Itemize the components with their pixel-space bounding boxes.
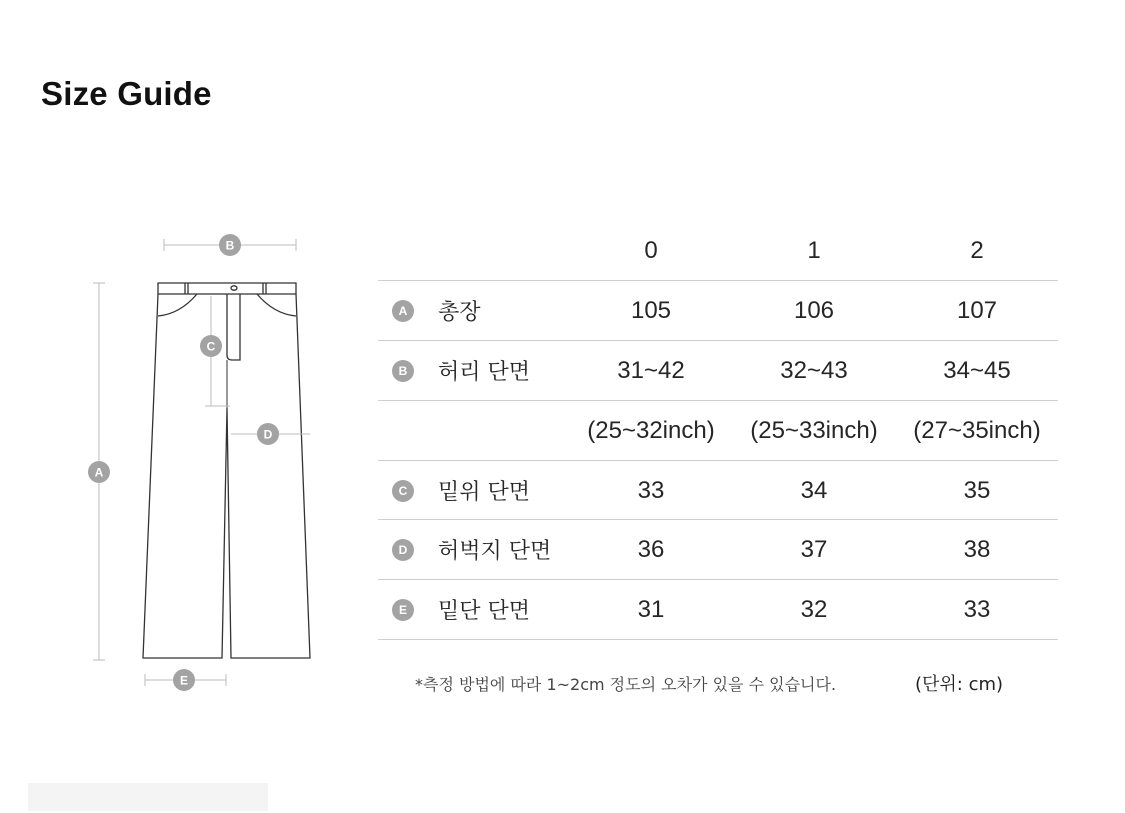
table-row (378, 519, 1058, 579)
fly (227, 294, 240, 360)
table-cell: 33 (637, 477, 665, 504)
bottom-fade (28, 783, 268, 811)
table-cell: 31 (637, 596, 665, 623)
unit-label: (단위: cm) (915, 674, 1004, 695)
table-cell: 31~42 (617, 357, 685, 384)
table-cell: (27~35inch) (913, 417, 1041, 444)
table-cell: 33 (963, 596, 991, 623)
table-cell: (25~32inch) (587, 417, 715, 444)
page-title: Size Guide (41, 75, 212, 112)
table-row (378, 400, 1058, 460)
row-label (392, 461, 530, 520)
pants-diagram (0, 0, 340, 720)
table-cell: 34~45 (943, 357, 1011, 384)
table-cell: 35 (963, 477, 991, 504)
table-row (378, 340, 1058, 400)
table-cell: (25~33inch) (750, 417, 878, 444)
size-header: 1 (807, 237, 821, 264)
row-label (392, 281, 481, 340)
marker-d-label: D (263, 427, 273, 442)
table-cell: 36 (637, 536, 665, 563)
row-label-text: 허벅지 단면 (438, 539, 552, 564)
marker-badge: A (392, 300, 414, 322)
table-cell: 105 (630, 297, 672, 324)
table-cell: 32 (800, 596, 828, 623)
marker-badge: D (392, 539, 414, 561)
measurement-note: *측정 방법에 따라 1~2cm 정도의 오차가 있을 수 있습니다. (415, 675, 837, 694)
table-cell: 32~43 (780, 357, 848, 384)
button (231, 286, 237, 290)
row-label (392, 341, 530, 400)
table-cell: 37 (800, 536, 828, 563)
table-cell: 107 (956, 297, 998, 324)
belt-loop (185, 283, 266, 294)
row-label-text: 총장 (438, 300, 481, 325)
marker-c-label: C (206, 339, 216, 354)
table-cell: 106 (793, 297, 835, 324)
table-cell: 38 (963, 536, 991, 563)
marker-b-label: B (225, 238, 235, 253)
table-row (378, 280, 1058, 340)
table-row (378, 460, 1058, 520)
marker-e-label: E (179, 673, 189, 688)
marker-a-label: A (94, 465, 104, 480)
size-header: 2 (970, 237, 984, 264)
marker-badge: C (392, 480, 414, 502)
table-cell: 34 (800, 477, 828, 504)
row-label (392, 580, 530, 639)
waistband (158, 283, 296, 294)
row-label (392, 520, 551, 579)
size-header: 0 (644, 237, 658, 264)
row-label-text: 밑단 단면 (438, 599, 531, 624)
marker-badge: E (392, 599, 414, 621)
pocket-right (257, 294, 296, 316)
pocket-left (158, 294, 197, 316)
table-row (378, 579, 1058, 640)
row-label-text: 허리 단면 (438, 360, 531, 385)
marker-badge: B (392, 360, 414, 382)
size-header-row (378, 221, 1058, 280)
row-label-text: 밑위 단면 (438, 480, 531, 505)
